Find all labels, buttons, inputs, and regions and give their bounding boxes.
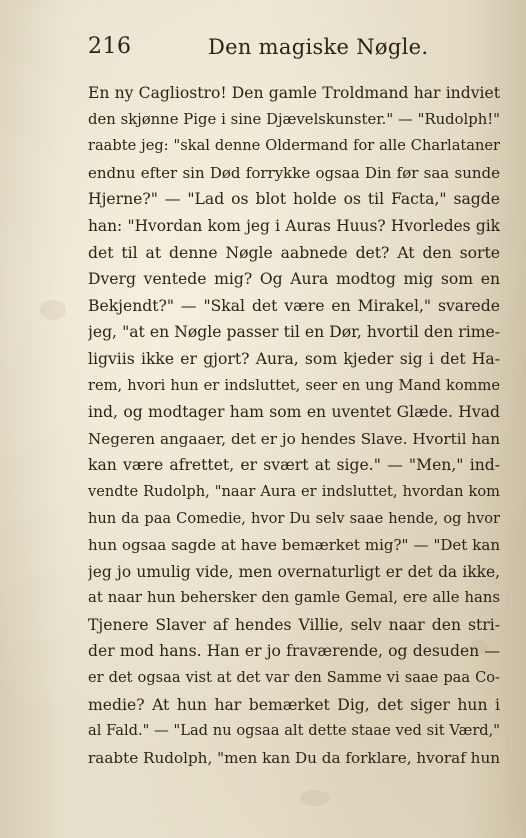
- text-line: jeg jo umulig vide, men overnaturligt er det da ikke,: [88, 562, 500, 581]
- page-number: 216: [88, 34, 132, 59]
- text-line: vendte Rudolph, "naar Aura er indsluttet, hvordan kom: [88, 482, 500, 500]
- paper-stain: [40, 300, 66, 320]
- text-line: hun ogsaa sagde at have bemærket mig?" — "Det kan: [88, 536, 500, 555]
- text-line: kan være afrettet, er svært at sige." — "Men," ind-: [88, 456, 500, 475]
- text-line: rem, hvori hun er indsluttet, seer en ung Mand komme: [88, 376, 500, 394]
- text-line: det til at denne Nøgle aabnede det? At den sorte: [88, 243, 500, 262]
- text-line: Dverg ventede mig? Og Aura modtog mig som en: [88, 270, 500, 289]
- text-line: ind, og modtager ham som en uventet Glæde. Hvad: [88, 403, 500, 422]
- text-line: ligviis ikke er gjort? Aura, som kjeder sig i det Ha-: [88, 349, 500, 368]
- paper-stain: [300, 790, 330, 806]
- text-line: han: "Hvordan kom jeg i Auras Huus? Hvorledes gik: [88, 216, 500, 235]
- text-line: hun da paa Comedie, hvor Du selv saae hende, og hvor: [88, 509, 500, 527]
- text-line: der mod hans. Han er jo fraværende, og desuden —: [88, 642, 500, 661]
- text-line: er det ogsaa vist at det var den Samme vi saae paa Co-: [88, 669, 500, 687]
- text-line: Hjerne?" — "Lad os blot holde os til Facta," sagde: [88, 190, 500, 209]
- text-line: endnu efter sin Død forrykke ogsaa Din før saa sunde: [88, 163, 500, 182]
- running-title: Den magiske Nøgle.: [208, 35, 429, 59]
- text-line: Bekjendt?" — "Skal det være en Mirakel," svarede: [88, 296, 500, 315]
- page-header: [88, 34, 498, 60]
- text-line: den skjønne Pige i sine Djævelskunster." — "Rudolph!": [88, 110, 500, 128]
- text-line: Negeren angaaer, det er jo hendes Slave. Hvortil han: [88, 429, 500, 448]
- text-line: Tjenere Slaver af hendes Villie, selv naar den stri-: [88, 615, 500, 634]
- text-line: En ny Cagliostro! Den gamle Troldmand har indviet: [88, 84, 500, 102]
- text-line: raabte jeg: "skal denne Oldermand for alle Charlataner: [88, 137, 500, 155]
- text-line: at naar hun behersker den gamle Gemal, ere alle hans: [88, 589, 500, 607]
- text-line: al Fald." — "Lad nu ogsaa alt dette staae ved sit Værd,": [88, 722, 500, 740]
- body-text: [88, 80, 500, 771]
- text-line: jeg, "at en Nøgle passer til en Dør, hvortil den rime-: [88, 323, 500, 342]
- text-line: raabte Rudolph, "men kan Du da forklare, hvoraf hun: [88, 748, 500, 767]
- text-line: medie? At hun har bemærket Dig, det siger hun i: [88, 695, 500, 714]
